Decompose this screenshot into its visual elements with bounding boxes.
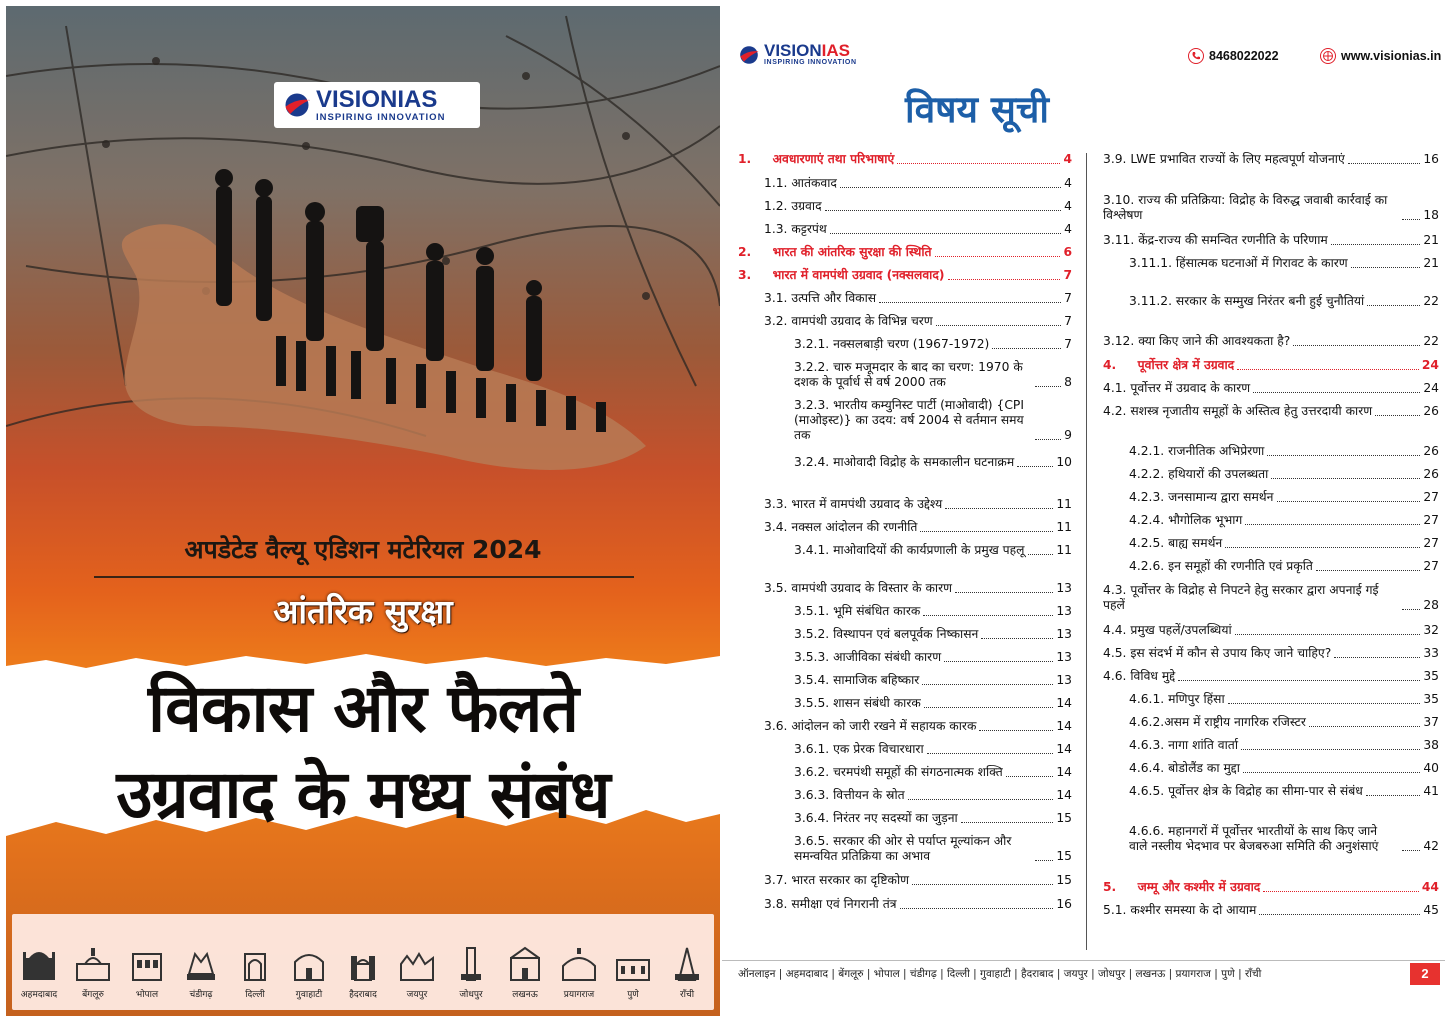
- main-title: [6, 666, 720, 838]
- column-divider: [1086, 153, 1087, 950]
- toc-entry-title: 3.2.4. माओवादी विद्रोह के समकालीन घटनाक्रम: [794, 455, 1015, 469]
- toc-entry-title: 1. अवधारणाएं तथा परिभाषाएं: [738, 152, 895, 166]
- toc-entry-title: 3.5.4. सामाजिक बहिष्कार: [794, 673, 920, 687]
- city-label: गुवाहाटी: [295, 990, 323, 1000]
- toc-entry[interactable]: [764, 873, 1072, 888]
- toc-entry[interactable]: [794, 398, 1072, 443]
- toc-entry-title: 4.4. प्रमुख पहलें/उपलब्धियां: [1103, 623, 1232, 637]
- landmark-icon: [73, 944, 113, 984]
- toc-entry[interactable]: [794, 788, 1072, 803]
- subject-heading: आंतरिक सुरक्षा: [273, 592, 453, 631]
- toc-page-number: 4: [1064, 176, 1072, 190]
- toc-entry[interactable]: [1129, 490, 1439, 505]
- globe-icon: [1320, 48, 1336, 64]
- landmark-icon: [127, 944, 167, 984]
- toc-entry-title: 3.2.3. भारतीय कम्युनिस्ट पार्टी (माओवादी) {CPI (माओइस्ट)} का उदय: वर्ष 2004 से वर्तमान समय तक: [794, 398, 1024, 442]
- city-item: [662, 944, 712, 1000]
- leader-dots: [897, 163, 1060, 164]
- toc-page-number: 11: [1056, 497, 1072, 511]
- toc-entry[interactable]: [1103, 583, 1439, 613]
- toc-page-number: 27: [1423, 559, 1439, 573]
- toc-page-number: 9: [1064, 428, 1072, 442]
- toc-entry-title: 3.4.1. माओवादियों की कार्यप्रणाली के प्रमुख पहलू: [794, 543, 1025, 557]
- leader-dots: [1402, 850, 1420, 851]
- toc-entry[interactable]: [794, 627, 1072, 642]
- toc-entry-title: 4.2.4. भौगोलिक भूभाग: [1129, 513, 1243, 527]
- toc-entry[interactable]: [794, 455, 1072, 470]
- toc-entry-title: 3.11. केंद्र-राज्य की समन्वित रणनीति के परिणाम: [1103, 233, 1328, 247]
- logo-tagline: INSPIRING INNOVATION: [316, 111, 446, 123]
- city-item: [14, 944, 64, 1000]
- toc-entry-title: 3.8. समीक्षा एवं निगरानी तंत्र: [764, 897, 897, 911]
- city-label: जोधपुर: [459, 990, 483, 1000]
- toc-page-number: 26: [1423, 444, 1439, 458]
- city-item: [608, 944, 658, 1000]
- leader-dots: [945, 508, 1053, 509]
- toc-entry[interactable]: [1129, 738, 1439, 753]
- toc-entry[interactable]: [1103, 404, 1439, 419]
- phone-number: 8468022022: [1209, 49, 1279, 63]
- toc-entry[interactable]: [1103, 233, 1439, 248]
- logo-ias-text: IAS: [397, 85, 438, 113]
- toc-page-number: 21: [1423, 256, 1439, 270]
- leader-dots: [923, 615, 1053, 616]
- landmark-icon: [559, 944, 599, 984]
- toc-entry-title: 2. भारत की आंतरिक सुरक्षा की स्थिति: [738, 245, 932, 259]
- toc-page-number: 37: [1423, 715, 1439, 729]
- toc-entry-title: 3.11.2. सरकार के सम्मुख निरंतर बनी हुई चुनौतियां: [1129, 294, 1365, 308]
- toc-page-number: 24: [1421, 358, 1439, 372]
- cover-page: [6, 6, 720, 1016]
- toc-page-number: 40: [1423, 761, 1439, 775]
- toc-section-entry[interactable]: [738, 268, 1072, 283]
- leader-dots: [1366, 795, 1421, 796]
- toc-entry[interactable]: [1129, 444, 1439, 459]
- leader-dots: [944, 661, 1053, 662]
- toc-entry-title: 4.2.3. जनसामान्य द्वारा समर्थन: [1129, 490, 1274, 504]
- city-label: चंडीगढ़: [189, 990, 213, 1000]
- toc-entry[interactable]: [764, 314, 1072, 329]
- leader-dots: [1277, 501, 1421, 502]
- toc-entry-title: 4.6.2.असम में राष्ट्रीय नागरिक रजिस्टर: [1129, 715, 1306, 729]
- leader-dots: [1035, 860, 1053, 861]
- logo-vision-text: VISION: [316, 85, 398, 113]
- toc-page-number: 13: [1056, 673, 1072, 687]
- toc-entry[interactable]: [794, 650, 1072, 665]
- toc-page-number: 27: [1423, 536, 1439, 550]
- toc-page-number: 13: [1056, 627, 1072, 641]
- leader-dots: [1228, 703, 1421, 704]
- city-label: हैदराबाद: [349, 990, 377, 1000]
- toc-entry[interactable]: [794, 604, 1072, 619]
- city-item: [284, 944, 334, 1000]
- toc-entry[interactable]: [794, 742, 1072, 757]
- toc-page-number: 27: [1423, 513, 1439, 527]
- toc-entry[interactable]: [794, 673, 1072, 688]
- leader-dots: [825, 210, 1062, 211]
- toc-page: [722, 0, 1445, 1022]
- website-contact[interactable]: [1320, 48, 1441, 64]
- toc-page-number: 28: [1423, 598, 1439, 612]
- toc-entry-title: 3.6.3. वित्तीयन के स्रोत: [794, 788, 905, 802]
- city-strip: [12, 914, 714, 1010]
- logo-vision-text: VISION: [764, 41, 822, 60]
- toc-entry[interactable]: [764, 897, 1072, 912]
- city-label: प्रयागराज: [563, 990, 595, 1000]
- city-label: पुणे: [627, 990, 639, 1000]
- city-item: [176, 944, 226, 1000]
- toc-page-number: 15: [1056, 873, 1072, 887]
- city-label: लखनऊ: [512, 990, 538, 1000]
- landmark-icon: [613, 944, 653, 984]
- toc-page-number: 7: [1064, 314, 1072, 328]
- toc-entry[interactable]: [764, 719, 1072, 734]
- toc-entry-title: 3.10. राज्य की प्रतिक्रिया: विद्रोह के विरुद्ध जवाबी कार्रवाई का विश्लेषण: [1103, 193, 1388, 222]
- toc-entry[interactable]: [1103, 152, 1439, 167]
- leader-dots: [924, 707, 1054, 708]
- leader-dots: [1367, 305, 1420, 306]
- leader-dots: [1351, 267, 1421, 268]
- leader-dots: [920, 531, 1053, 532]
- toc-entry[interactable]: [764, 520, 1072, 535]
- toc-entry[interactable]: [1129, 824, 1439, 854]
- toc-entry[interactable]: [764, 176, 1072, 191]
- toc-entry[interactable]: [1103, 334, 1439, 349]
- toc-page-number: 13: [1056, 604, 1072, 618]
- toc-entry-title: 3.6.1. एक प्रेरक विचारधारा: [794, 742, 924, 756]
- toc-entry-title: 4.6.4. बोडोलैंड का मुद्दा: [1129, 761, 1240, 775]
- toc-entry-title: 4.2.6. इन समूहों की रणनीति एवं प्रकृति: [1129, 559, 1313, 573]
- leader-dots: [948, 279, 1061, 280]
- city-label: राँची: [679, 990, 695, 1000]
- toc-entry[interactable]: [1129, 536, 1439, 551]
- leader-dots: [830, 233, 1061, 234]
- landmark-icon: [667, 944, 707, 984]
- toc-page-number: 13: [1056, 581, 1072, 595]
- toc-page-number: 14: [1056, 765, 1072, 779]
- toc-page-number: 38: [1423, 738, 1439, 752]
- divider: [94, 576, 634, 578]
- leader-dots: [1334, 657, 1420, 658]
- phone-icon: [1188, 48, 1204, 64]
- toc-page-number: 22: [1423, 294, 1439, 308]
- toc-entry[interactable]: [1129, 761, 1439, 776]
- toc-entry-title: 4.6.5. पूर्वोत्तर क्षेत्र के विद्रोह का सीमा-पार से संबंध: [1129, 784, 1363, 798]
- toc-page-number: 7: [1064, 291, 1072, 305]
- page-number-badge: 2: [1410, 963, 1440, 985]
- toc-entry-title: 3.5.1. भूमि संबंधित कारक: [794, 604, 921, 618]
- toc-entry-title: 3.6.2. चरमपंथी समूहों की संगठनात्मक शक्ति: [794, 765, 1003, 779]
- toc-entry[interactable]: [764, 222, 1072, 237]
- city-item: [392, 944, 442, 1000]
- toc-page-number: 44: [1421, 880, 1439, 894]
- city-item: [122, 944, 172, 1000]
- toc-page-number: 6: [1063, 245, 1072, 259]
- city-item: [500, 944, 550, 1000]
- city-item: [338, 944, 388, 1000]
- toc-page-number: 8: [1064, 375, 1072, 389]
- toc-entry-title: 4. पूर्वोत्तर क्षेत्र में उग्रवाद: [1103, 358, 1235, 372]
- toc-entry[interactable]: [794, 337, 1072, 352]
- landmark-icon: [451, 944, 491, 984]
- toc-entry[interactable]: [794, 811, 1072, 826]
- logo-ias-text: IAS: [821, 41, 850, 60]
- toc-page-number: 14: [1056, 788, 1072, 802]
- toc-entry[interactable]: [1103, 193, 1439, 223]
- toc-entry-title: 4.2.5. बाह्य समर्थन: [1129, 536, 1223, 550]
- leader-dots: [981, 638, 1053, 639]
- toc-page-number: 15: [1056, 849, 1072, 863]
- main-title-line2: उग्रवाद के मध्य संबंध: [116, 756, 610, 833]
- edition-heading: अपडेटेड वैल्यू एडिशन मटेरियल 2024: [184, 535, 542, 564]
- toc-entry-title: 3.5.2. विस्थापन एवं बलपूर्वक निष्कासन: [794, 627, 979, 641]
- city-label: बेंगलूरु: [82, 990, 104, 1000]
- toc-page-number: 18: [1423, 208, 1439, 222]
- toc-page-number: 7: [1063, 268, 1072, 282]
- leader-dots: [1035, 439, 1061, 440]
- footer-locations: ऑनलाइन | अहमदाबाद | बेंगलूरु | भोपाल | चंडीगढ़ | दिल्ली | गुवाहाटी | हैदराबाद | जयपुर | जोधपुर | लखनऊ | प्रयागराज | पुणे | राँची: [738, 968, 1262, 980]
- city-label: जयपुर: [406, 990, 428, 1000]
- toc-title: विषय सूची: [905, 88, 1049, 131]
- toc-page-number: 11: [1056, 543, 1072, 557]
- city-item: [446, 944, 496, 1000]
- toc-page-number: 42: [1423, 839, 1439, 853]
- toc-entry-title: 3.2.1. नक्सलबाड़ी चरण (1967-1972): [794, 337, 990, 351]
- city-label: दिल्ली: [245, 990, 265, 1000]
- toc-section-entry[interactable]: [738, 245, 1072, 260]
- toc-page-number: 10: [1056, 455, 1072, 469]
- main-title-line1: विकास और फैलते: [148, 670, 578, 747]
- footer-rule: [722, 960, 1445, 961]
- toc-page-number: 27: [1423, 490, 1439, 504]
- toc-entry-title: 1.1. आतंकवाद: [764, 176, 837, 190]
- toc-page-number: 14: [1056, 696, 1072, 710]
- toc-entry[interactable]: [1129, 559, 1439, 574]
- toc-entry[interactable]: [1103, 646, 1439, 661]
- toc-entry[interactable]: [794, 696, 1072, 711]
- toc-page-number: 45: [1423, 903, 1439, 917]
- toc-section-entry[interactable]: [1103, 880, 1439, 895]
- toc-entry-title: 3.9. LWE प्रभावित राज्यों के लिए महत्वपूर्ण योजनाएं: [1103, 152, 1345, 166]
- toc-entry-title: 1.2. उग्रवाद: [764, 199, 822, 213]
- leader-dots: [1267, 455, 1420, 456]
- toc-page-number: 7: [1064, 337, 1072, 351]
- toc-entry[interactable]: [794, 543, 1072, 558]
- toc-page-number: 16: [1056, 897, 1072, 911]
- toc-entry[interactable]: [1129, 294, 1439, 309]
- city-label: अहमदाबाद: [20, 990, 58, 1000]
- landmark-icon: [289, 944, 329, 984]
- toc-entry-title: 4.6.6. महानगरों में पूर्वोत्तर भारतीयों के साथ किए जाने वाले नस्लीय भेदभाव पर बेजबरुआ समिति की अनुशंसाएं: [1129, 824, 1379, 853]
- city-item: [68, 944, 118, 1000]
- toc-entry-title: 4.2. सशस्त्र नृजातीय समूहों के अस्तित्व हेतु उत्तरदायी कारण: [1103, 404, 1373, 418]
- toc-entry[interactable]: [1103, 669, 1439, 684]
- toc-entry[interactable]: [1129, 467, 1439, 482]
- toc-entry-title: 3. भारत में वामपंथी उग्रवाद (नक्सलवाद): [738, 268, 945, 282]
- toc-page-number: 4: [1064, 199, 1072, 213]
- toc-entry[interactable]: [1103, 903, 1439, 918]
- toc-page-number: 26: [1423, 404, 1439, 418]
- toc-entry-title: 4.1. पूर्वोत्तर में उग्रवाद के कारण: [1103, 381, 1251, 395]
- toc-entry-title: 4.6.3. नागा शांति वार्ता: [1129, 738, 1238, 752]
- toc-page-number: 4: [1063, 152, 1072, 166]
- landmark-icon: [235, 944, 275, 984]
- leader-dots: [1237, 369, 1419, 370]
- toc-page-number: 21: [1423, 233, 1439, 247]
- toc-entry-title: 5. जम्मू और कश्मीर में उग्रवाद: [1103, 880, 1261, 894]
- toc-entry-title: 3.5. वामपंथी उग्रवाद के विस्तार के कारण: [764, 581, 953, 595]
- toc-page-number: 15: [1056, 811, 1072, 825]
- leader-dots: [908, 799, 1054, 800]
- toc-entry-title: 3.2.2. चारु मजूमदार के बाद का चरण: 1970 के दशक के पूर्वार्ध से वर्ष 2000 तक: [794, 360, 1023, 389]
- toc-entry-title: 3.3. भारत में वामपंथी उग्रवाद के उद्देश्य: [764, 497, 943, 511]
- toc-entry-title: 3.4. नक्सल आंदोलन की रणनीति: [764, 520, 918, 534]
- landmark-icon: [505, 944, 545, 984]
- website-url: www.visionias.in: [1341, 49, 1442, 63]
- leader-dots: [1259, 914, 1420, 915]
- toc-entry-title: 4.2.2. हथियारों की उपलब्धता: [1129, 467, 1269, 481]
- toc-section-entry[interactable]: [1103, 358, 1439, 373]
- toc-entry[interactable]: [764, 291, 1072, 306]
- toc-page-number: 32: [1423, 623, 1439, 637]
- toc-entry-title: 4.6. विविध मुद्दे: [1103, 669, 1176, 683]
- visionias-logo-icon: [738, 44, 760, 66]
- leader-dots: [912, 884, 1053, 885]
- toc-entry-title: 5.1. कश्मीर समस्या के दो आयाम: [1103, 903, 1257, 917]
- leader-dots: [1241, 749, 1420, 750]
- leader-dots: [992, 348, 1061, 349]
- toc-entry[interactable]: [1129, 692, 1439, 707]
- toc-entry[interactable]: [794, 360, 1072, 390]
- leader-dots: [1178, 680, 1420, 681]
- toc-entry-title: 3.5.3. आजीविका संबंधी कारण: [794, 650, 942, 664]
- toc-entry[interactable]: [764, 581, 1072, 596]
- leader-dots: [879, 302, 1061, 303]
- leader-dots: [936, 325, 1062, 326]
- toc-entry[interactable]: [1129, 715, 1439, 730]
- toc-page-number: 33: [1423, 646, 1439, 660]
- leader-dots: [1225, 547, 1420, 548]
- toc-entry[interactable]: [1129, 256, 1439, 271]
- leader-dots: [1253, 392, 1420, 393]
- leader-dots: [1035, 386, 1061, 387]
- toc-page-number: 22: [1423, 334, 1439, 348]
- leader-dots: [1245, 524, 1420, 525]
- leader-dots: [1309, 726, 1420, 727]
- leader-dots: [1293, 345, 1420, 346]
- toc-entry[interactable]: [1103, 381, 1439, 396]
- visionias-logo: [274, 82, 480, 128]
- toc-entry-title: 4.3. पूर्वोत्तर के विद्रोह से निपटने हेतु सरकार द्वारा अपनाई गई पहलें: [1103, 583, 1379, 612]
- leader-dots: [1006, 776, 1054, 777]
- toc-entry[interactable]: [1129, 784, 1439, 799]
- city-label: भोपाल: [135, 990, 159, 1000]
- phone-contact[interactable]: [1188, 48, 1279, 64]
- toc-entry[interactable]: [764, 497, 1072, 512]
- city-item: [230, 944, 280, 1000]
- toc-entry-title: 3.6.5. सरकार की ओर से पर्याप्त मूल्यांकन और समन्वयित प्रतिक्रिया का अभाव: [794, 834, 1012, 863]
- toc-entry-title: 3.12. क्या किए जाने की आवश्यकता है?: [1103, 334, 1291, 348]
- toc-page-number: 14: [1056, 742, 1072, 756]
- leader-dots: [979, 730, 1053, 731]
- leader-dots: [900, 908, 1054, 909]
- toc-page-number: 35: [1423, 692, 1439, 706]
- toc-entry-title: 3.6. आंदोलन को जारी रखने में सहायक कारक: [764, 719, 977, 733]
- leader-dots: [927, 753, 1054, 754]
- toc-page-number: 24: [1423, 381, 1439, 395]
- leader-dots: [1243, 772, 1420, 773]
- city-item: [554, 944, 604, 1000]
- toc-entry-title: 3.1. उत्पत्ति और विकास: [764, 291, 877, 305]
- toc-entry[interactable]: [1129, 513, 1439, 528]
- header-logo: [738, 42, 857, 67]
- toc-entry-title: 3.7. भारत सरकार का दृष्टिकोण: [764, 873, 910, 887]
- leader-dots: [1402, 219, 1420, 220]
- toc-section-entry[interactable]: [738, 152, 1072, 167]
- toc-page-number: 11: [1056, 520, 1072, 534]
- leader-dots: [1271, 478, 1420, 479]
- toc-entry[interactable]: [794, 834, 1072, 864]
- toc-entry-title: 3.11.1. हिंसात्मक घटनाओं में गिरावट के कारण: [1129, 256, 1348, 270]
- leader-dots: [922, 684, 1053, 685]
- leader-dots: [840, 187, 1061, 188]
- leader-dots: [961, 822, 1054, 823]
- toc-page-number: 41: [1423, 784, 1439, 798]
- leader-dots: [1348, 163, 1421, 164]
- landmark-icon: [19, 944, 59, 984]
- toc-page-number: 14: [1056, 719, 1072, 733]
- leader-dots: [1316, 570, 1420, 571]
- leader-dots: [955, 592, 1053, 593]
- toc-page-number: 26: [1423, 467, 1439, 481]
- toc-entry[interactable]: [794, 765, 1072, 780]
- toc-entry-title: 4.6.1. मणिपुर हिंसा: [1129, 692, 1225, 706]
- toc-page-number: 16: [1423, 152, 1439, 166]
- leader-dots: [1017, 466, 1053, 467]
- toc-entry[interactable]: [764, 199, 1072, 214]
- landmark-icon: [343, 944, 383, 984]
- leader-dots: [1263, 891, 1419, 892]
- toc-page-number: 4: [1064, 222, 1072, 236]
- leader-dots: [1402, 609, 1420, 610]
- leader-dots: [1235, 634, 1421, 635]
- toc-entry-title: 4.2.1. राजनीतिक अभिप्रेरणा: [1129, 444, 1265, 458]
- toc-entry-title: 3.6.4. निरंतर नए सदस्यों का जुड़ना: [794, 811, 958, 825]
- leader-dots: [935, 256, 1061, 257]
- landmark-icon: [397, 944, 437, 984]
- toc-entry-title: 3.5.5. शासन संबंधी कारक: [794, 696, 921, 710]
- toc-page-number: 35: [1423, 669, 1439, 683]
- visionias-logo-icon: [282, 90, 312, 120]
- toc-entry[interactable]: [1103, 623, 1439, 638]
- landmark-icon: [181, 944, 221, 984]
- toc-page-number: 13: [1056, 650, 1072, 664]
- toc-entry-title: 1.3. कट्टरपंथ: [764, 222, 827, 236]
- leader-dots: [1375, 415, 1420, 416]
- leader-dots: [1331, 244, 1421, 245]
- logo-tagline: INSPIRING INNOVATION: [764, 59, 857, 66]
- toc-entry-title: 3.2. वामपंथी उग्रवाद के विभिन्न चरण: [764, 314, 933, 328]
- leader-dots: [1028, 554, 1054, 555]
- toc-entry-title: 4.5. इस संदर्भ में कौन से उपाय किए जाने चाहिए?: [1103, 646, 1332, 660]
